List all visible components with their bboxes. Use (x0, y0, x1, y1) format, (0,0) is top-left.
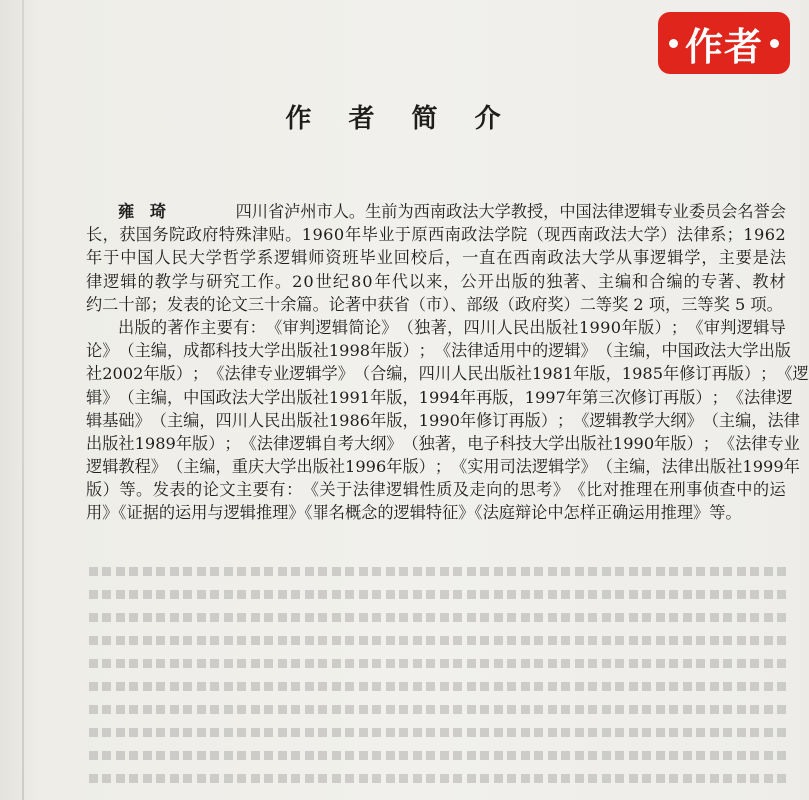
badge-dot-left (669, 39, 678, 48)
text-line: 逻 辑 教 程 》 （ 主 编 ， 重 庆 大 学 出 版 社 1 9 9 6 年 版 ） ； 《 实 用 司 法 逻 辑 学 》 （ 主 编 ， 法 律 出 版 社 1 9 9 9 年 (86, 457, 800, 477)
bleed-line (86, 583, 786, 606)
text-line: 出 版 社 1 9 8 9 年 版 ） ； 《 法 律 逻 辑 自 考 大 纲 》 （ 独 著 ， 电 子 科 技 大 学 出 版 社 1 9 9 0 年 版 ） ； 《 法 律 专 业 (86, 433, 800, 453)
bleed-line (86, 721, 786, 744)
text-line: 社 2 0 0 2 年 版 ） ； 《 法 律 专 业 逻 辑 学 》 （ 合 编 ， 四 川 人 民 出 版 社 1 9 8 1 年 版 ， 1 9 8 5 年 修 订 再 版 ） ； 《 逻 (86, 364, 809, 384)
text-line-content: 四川省泸州市人。生前为西南政法大学教授，中国法律逻辑专业委员会名誉会 (235, 202, 786, 221)
bleed-line (86, 744, 786, 767)
bleed-line (86, 560, 786, 583)
author-name: 雍 琦 (118, 202, 172, 221)
author-badge (658, 12, 790, 74)
bleed-line (86, 698, 786, 721)
text-line: 年 于 中 国 人 民 大 学 哲 学 系 逻 辑 师 资 班 毕 业 回 校 后 ， 一 直 在 西 南 政 法 大 学 从 事 逻 辑 学 ， 主 要 是 法 (86, 248, 786, 268)
bleed-line (86, 606, 786, 629)
bleed-line (86, 767, 786, 790)
biography-text (86, 200, 809, 525)
badge-label: 作者 (684, 24, 763, 69)
text-line: 出 版 的 著 作 主 要 有 ： 《 审 判 逻 辑 简 论 》 （ 独 著 ， 四 川 人 民 出 版 社 1 9 9 0 年 版 ） ； 《 审 判 逻 辑 导 (118, 317, 786, 337)
badge-dot-right (770, 39, 779, 48)
text-line: 用》《证据的运用与逻辑推理》《罪名概念的逻辑特征》《法庭辩论中怎样正确运用推理》等。 (86, 503, 742, 523)
bleed-line (86, 675, 786, 698)
text-line: 论 》 （ 主 编 ， 成 都 科 技 大 学 出 版 社 1 9 9 8 年 版 ） ； 《 法 律 适 用 中 的 逻 辑 》 （ 主 编 ， 中 国 政 法 大 学 出 版 (86, 341, 791, 361)
text-line: 律 逻 辑 的 教 学 与 研 究 工 作 。 2 0 世 纪 8 0 年 代 以 来 ， 公 开 出 版 的 独 著 、 主 编 和 合 编 的 专 著 、 教 材 (86, 271, 786, 291)
text-line: 辑 》 （ 主 编 ， 中 国 政 法 大 学 出 版 社 1 9 9 1 年 版 ， 1 9 9 4 年 再 版 ， 1 9 9 7 年 第 三 次 修 订 再 版 ） ； 《 法 律 逻 (86, 387, 793, 407)
text-line: 长 ， 获 国 务 院 政 府 特 殊 津 贴 。 1 9 6 0 年 毕 业 于 原 西 南 政 法 学 院 （ 现 西 南 政 法 大 学 ） 法 律 系 ； 1 9 6 2 (86, 225, 786, 245)
text-line: 约二十部；发表的论文三十余篇。论著中获省（市）、部级（政府奖）二等奖 2 项，三等奖 5 项。 (86, 294, 783, 314)
bleed-line (86, 629, 786, 652)
text-line: 辑 基 础 》 （ 主 编 ， 四 川 人 民 出 版 社 1 9 8 6 年 版 ， 1 9 9 0 年 修 订 再 版 ） ； 《 逻 辑 教 学 大 纲 》 （ 主 编 ， 法 律 (86, 410, 800, 430)
text-line (86, 200, 786, 223)
page-title: 作 者 简 介 (285, 104, 515, 134)
bleed-line (86, 652, 786, 675)
bleed-through-text (86, 560, 786, 800)
text-line: 版 ） 等 。 发 表 的 论 文 主 要 有 ： 《 关 于 法 律 逻 辑 性 质 及 走 向 的 思 考 》 《 比 对 推 理 在 刑 事 侦 查 中 的 运 (86, 480, 786, 500)
